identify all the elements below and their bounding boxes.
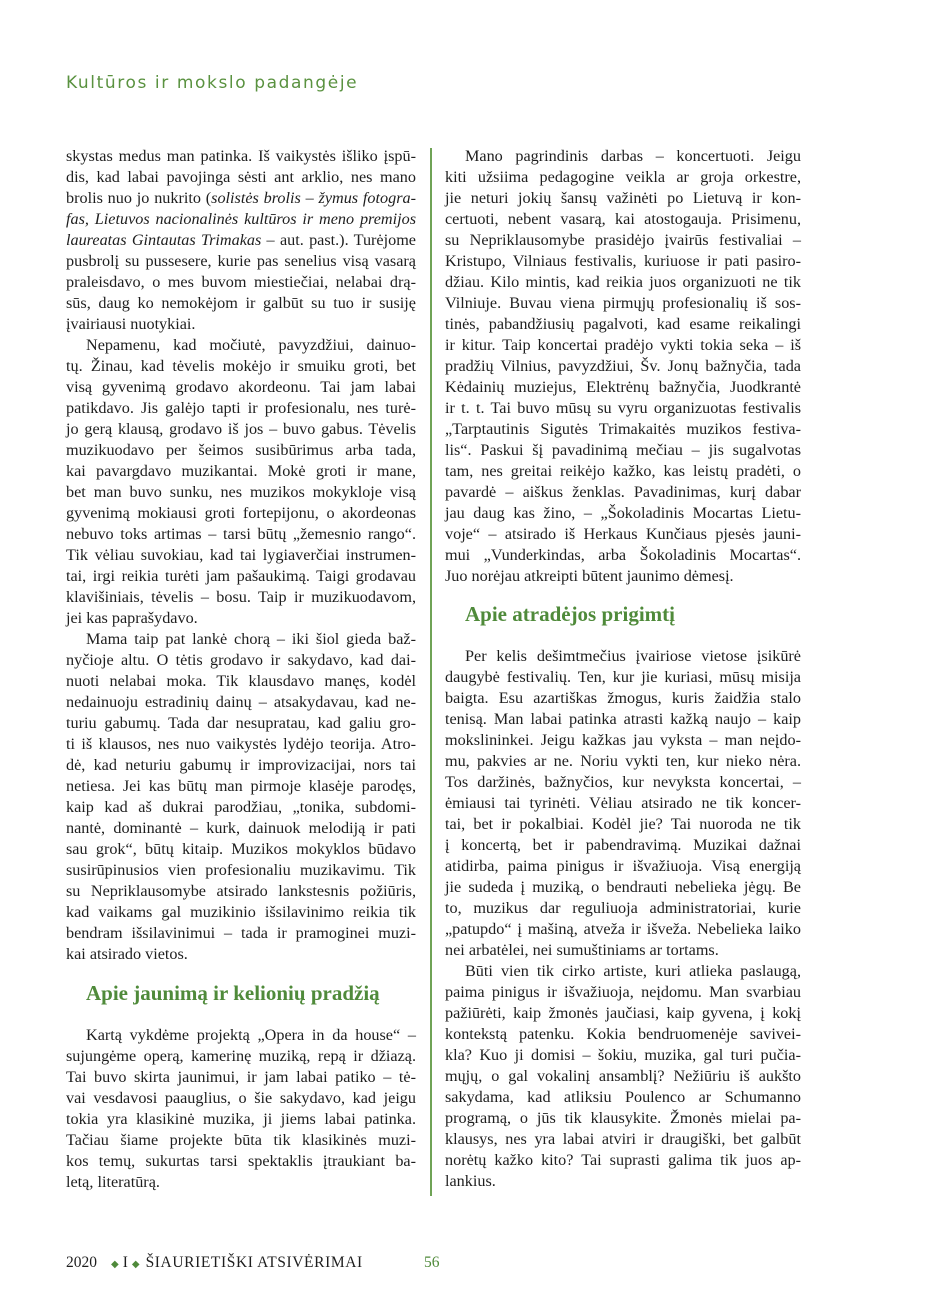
page-footer — [66, 1254, 440, 1272]
text-line: klausys, nes yra labai atviri ir draugiški, bet galbūt — [445, 1130, 801, 1148]
text-line: Tai buvo skirta jaunimui, ir jam labai patiko – tė- — [66, 1068, 416, 1086]
text-line: klavišiniais, tėvelis – bosu. Taip ir muzikuodavom, — [66, 588, 416, 606]
paragraph — [66, 335, 416, 629]
text-line: Per kelis dešimtmečius įvairiose vietose įsikūrė — [465, 647, 801, 665]
text-line: tų. Žinau, kad tėvelis mokėjo ir smuiku groti, bet — [66, 357, 416, 375]
footer-year: 2020 — [66, 1254, 97, 1271]
text-line: į koncertą, bet ir pabendravimą. Muzikai dažnai — [445, 836, 801, 854]
text-line: nedainuoju estradinių dainų – atsakydavau, kad ne- — [66, 693, 416, 711]
text-line: jau daug kas žino, – „Šokoladinis Mocartas Lietu- — [445, 504, 801, 522]
text-line: kai pavargdavo muzikantai. Mokė groti ir mane, — [66, 462, 416, 480]
text-line: tenisą. Man labai patinka atrasti kažką naujo – kaip — [445, 710, 801, 728]
text-line: Kartą vykdėme projektą „Opera in da house“ – — [86, 1026, 416, 1044]
text-line: praleisdavo, o mes buvom miestiečiai, nelabai drą- — [66, 273, 416, 291]
text-line: pavardė – aiškus ženklas. Pavadinimas, kurį dabar — [445, 483, 801, 501]
text-line: pusbrolį su pussesere, kurie pas senelius visą vasarą — [66, 252, 416, 270]
section-heading: Apie atradėjos prigimtį — [465, 602, 675, 626]
text-line: ir kitur. Taip koncertai pradėjo vykti tokia seka – iš — [445, 336, 801, 354]
text-line: dė, kad neturiu gabumų ir improvizacijai, nors tai — [66, 756, 416, 774]
text-run: brolis nuo jo nukrito ( — [66, 189, 212, 207]
text-line: gyvenimą mokiausi groti fortepijonu, o akordeonas — [66, 504, 416, 522]
text-line: mokslininkei. Jeigu kažkas jau vyksta – man neįdo- — [445, 731, 801, 749]
text-line: sakydama, kad atliksiu Poulenco ar Schumanno — [445, 1088, 801, 1106]
text-line — [66, 230, 416, 251]
text-line: bendram išsilavinimui – tada ir pramoginei muzi- — [66, 924, 416, 942]
text-line: vai vesdavosi paauglius, o šie sakydavo, kad jeigu — [66, 1089, 416, 1107]
author-note-italic: solistės brolis – žymus fotogra- — [211, 189, 416, 207]
text-line: mui „Vunderkindas, arba Šokoladinis Mocartas“. — [445, 546, 801, 564]
text-line: ir t. t. Tai buvo mūsų su vyru organizuotas festivalis — [445, 399, 801, 417]
text-line: „patupdo“ į mašiną, atveža ir išveža. Nebelieka laiko — [445, 920, 801, 938]
text-line: mųjų, o gal vokalinį ansamblį? Nežiūriu iš aukšto — [445, 1067, 801, 1085]
page-number: 56 — [424, 1254, 440, 1271]
text-line: nantė, dominantė – kurk, dainuok melodiją ir pati — [66, 819, 416, 837]
text-line: Nepamenu, kad močiutė, pavyzdžiui, dainuo- — [86, 336, 416, 354]
text-line: jo gerą klausą, grodavo iš jos – buvo gabus. Tėvelis — [66, 420, 416, 438]
text-line: lankius. — [445, 1172, 496, 1190]
text-line: muzikuodavo per šeimos susibūrimus arba tada, — [66, 441, 416, 459]
text-line: susirūpinusios vien profesionaliu muzikavimu. Tik — [66, 861, 416, 879]
text-line: Mano pagrindinis darbas – koncertuoti. Jeigu — [465, 147, 801, 165]
text-line: Vilniuje. Buvau viena pirmųjų profesionalių iš sos- — [445, 294, 801, 312]
text-line: norėtų kažko kito? Tai suprasti galima tik juos ap- — [445, 1151, 801, 1169]
section-heading: Apie jaunimą ir kelionių pradžią — [86, 981, 380, 1005]
text-line: sujungėme operą, kamerinę muziką, repą ir džiazą. — [66, 1047, 416, 1065]
left-column — [66, 146, 416, 1193]
text-line: kontekstą patenku. Kokia bendruomenėje savivei- — [445, 1025, 801, 1043]
text-line: kai atsirado vietos. — [66, 945, 188, 963]
text-line: nuoti nelabai moka. Tik klausdavo manęs, kodėl — [66, 672, 416, 690]
section-title: Kultūros ir mokslo padangėje — [66, 73, 359, 93]
text-line — [66, 188, 416, 209]
text-line: paima pinigus ir išvažiuoja, neįdomu. Man svarbiau — [445, 983, 801, 1001]
text-line: tokia yra klasikinė muzika, ji jiems labai patinka. — [66, 1110, 416, 1128]
text-line: turiu gabumų. Tada dar nesupratau, kad galiu gro- — [66, 714, 416, 732]
text-line: ti iš klausos, nes nuo vaikystės lydėjo teorija. Atro- — [66, 735, 416, 753]
text-line: įvairiausi nuotykiai. — [66, 315, 196, 333]
text-line: kiti užsiima pedagogine veikla ar groja orkestre, — [445, 168, 801, 186]
text-line: Mama taip pat lankė chorą – iki šiol gieda baž- — [86, 630, 416, 648]
text-line: visą gyvenimą grodavo akordeonu. Tai jam labai — [66, 378, 416, 396]
text-line: programą, o jūs tik klausykite. Žmonės mielai pa- — [445, 1109, 801, 1127]
text-line: kla? Kuo ji domisi – šokiu, muzika, gal turi pučia- — [445, 1046, 801, 1064]
text-line: „Tarptautinis Sigutės Trimakaitės muzikos festiva- — [445, 420, 801, 438]
text-line: to, muzikus dar reguliuoja administratoriai, kurie — [445, 899, 801, 917]
text-line: tai, irgi reikia turėti jam pašaukimą. Taigi grodavau — [66, 567, 416, 585]
text-line: letą, literatūrą. — [66, 1173, 160, 1191]
text-line: Tačiau šiame projekte būta tik klasikinės muzi- — [66, 1131, 416, 1149]
text-line: kaip kad aš dukrai parodžiau, „tonika, subdomi- — [66, 798, 416, 816]
column-divider — [430, 148, 432, 1196]
paragraph — [66, 1025, 416, 1193]
text-line: ėmiausi tai tyrinėti. Vėliau atsirado ne tik koncer- — [445, 794, 801, 812]
text-line: pradžių Vilnius, pavyzdžiui, Šv. Jonų bažnyčia, tada — [445, 357, 801, 375]
text-line: skystas medus man patinka. Iš vaikystės išliko įspū- — [66, 147, 416, 165]
text-line: su Nepriklausomybe prasidėjo įvairūs festivaliai – — [445, 231, 801, 249]
author-note-italic: fas, Lietuvos nacionalinės kultūros ir meno premijos — [66, 210, 416, 228]
text-line: dis, kad labai pavojinga sėsti ant arklio, nes mano — [66, 168, 416, 186]
text-line: jie neturi jokių šansų važinėti po Lietuvą ir kon- — [445, 189, 801, 207]
paragraph — [445, 146, 801, 587]
text-line: pažiūrėti, kaip žmonės jaučiasi, kaip gyvena, į kokį — [445, 1004, 801, 1022]
text-line: Juo norėjau atkreipti būtent jaunimo dėmesį. — [445, 567, 734, 585]
text-line: voje“ – atsirado iš Herkaus Kunčiaus pjesės jauni- — [445, 525, 801, 543]
text-line: kad vaikams gal muzikinio išsilavinimo reikia tik — [66, 903, 416, 921]
right-column — [445, 146, 801, 1192]
text-line: kos temų, sukurtas tarsi spektaklis įtraukiant ba- — [66, 1152, 416, 1170]
footer-issue: I — [122, 1254, 128, 1271]
diamond-icon: ◆ — [131, 1259, 140, 1270]
paragraph — [66, 629, 416, 965]
text-line: patikdavo. Jis galėjo tapti ir profesionalu, nes turė- — [66, 399, 416, 417]
text-line: bet man buvo sunku, nes muzikos mokykloje visą — [66, 483, 416, 501]
author-note-italic: laureatas Gintautas Trimakas — [66, 231, 262, 249]
text-line: tam, nes greitai reikėjo kažko, kas leistų pradėti, o — [445, 462, 801, 480]
text-line: netiesa. Jei kas būtų man pirmoje klasėje parodęs, — [66, 777, 416, 795]
text-line: lis“. Paskui šį pavadinimą mečiau – jis sugalvotas — [445, 441, 801, 459]
text-line: nyčioje altu. O tėtis grodavo ir sakydavo, kad dai- — [66, 651, 416, 669]
footer-journal-title: ŠIAURIETIŠKI ATSIVĖRIMAI — [145, 1254, 363, 1271]
text-line: jei kas paprašydavo. — [66, 609, 198, 627]
text-line: Tos daržinės, bažnyčios, kur nevyksta koncertai, – — [445, 773, 801, 791]
text-line: daugybė festivalių. Ten, kur jie kuriasi, mūsų misija — [445, 668, 801, 686]
text-line: baigta. Esu azartiškas žmogus, kuris žaidžia stalo — [445, 689, 801, 707]
text-run: – aut. past.). Turėjome — [261, 231, 416, 249]
text-line: atidirba, paima pinigus ir išvažiuoja. Visą energiją — [445, 857, 801, 875]
text-line: džiau. Kilo mintis, kad reikia juos organizuoti ne tik — [445, 273, 801, 291]
text-line: jie sudeda į muziką, o bendrauti nebelieka jėgų. Be — [445, 878, 801, 896]
text-line: Kėdainių muziejus, Elektrėnų bažnyčia, Juodkrantė — [445, 378, 801, 396]
text-line: tai, bet ir pokalbiai. Kodėl jie? Tai nuoroda ne tik — [445, 815, 801, 833]
text-line: Būti vien tik cirko artiste, kuri atlieka paslaugą, — [465, 962, 801, 980]
text-line: tinės, pabandžiusių pagalvoti, kad esame reikalingi — [445, 315, 801, 333]
text-line: mu, pakvies ar ne. Noriu vykti ten, kur nieko nėra. — [445, 752, 801, 770]
text-line: sau grok“, būtų kitaip. Muzikos mokyklos būdavo — [66, 840, 416, 858]
paragraph — [445, 646, 801, 961]
text-line: Kristupo, Vilniaus festivalis, kuriuose ir pati pasiro- — [445, 252, 801, 270]
diamond-icon: ◆ — [111, 1259, 119, 1270]
paragraph — [66, 146, 416, 335]
text-line: nei arbatėlei, nei sumuštiniams ar tortams. — [445, 941, 719, 959]
text-line: sūs, daug ko nemokėjom ir galbūt su tuo ir susiję — [66, 294, 416, 312]
paragraph — [445, 961, 801, 1192]
text-line: su Nepriklausomybe atsirado lankstesnis požiūris, — [66, 882, 416, 900]
text-line: certuoti, nebent vasarą, kai atostogauja. Prisimenu, — [445, 210, 801, 228]
text-line: nebuvo toks artimas – tarsi būtų „žemesnio rango“. — [66, 525, 416, 543]
text-line: Tik vėliau suvokiau, kad tai lygiaverčiai instrumen- — [66, 546, 416, 564]
